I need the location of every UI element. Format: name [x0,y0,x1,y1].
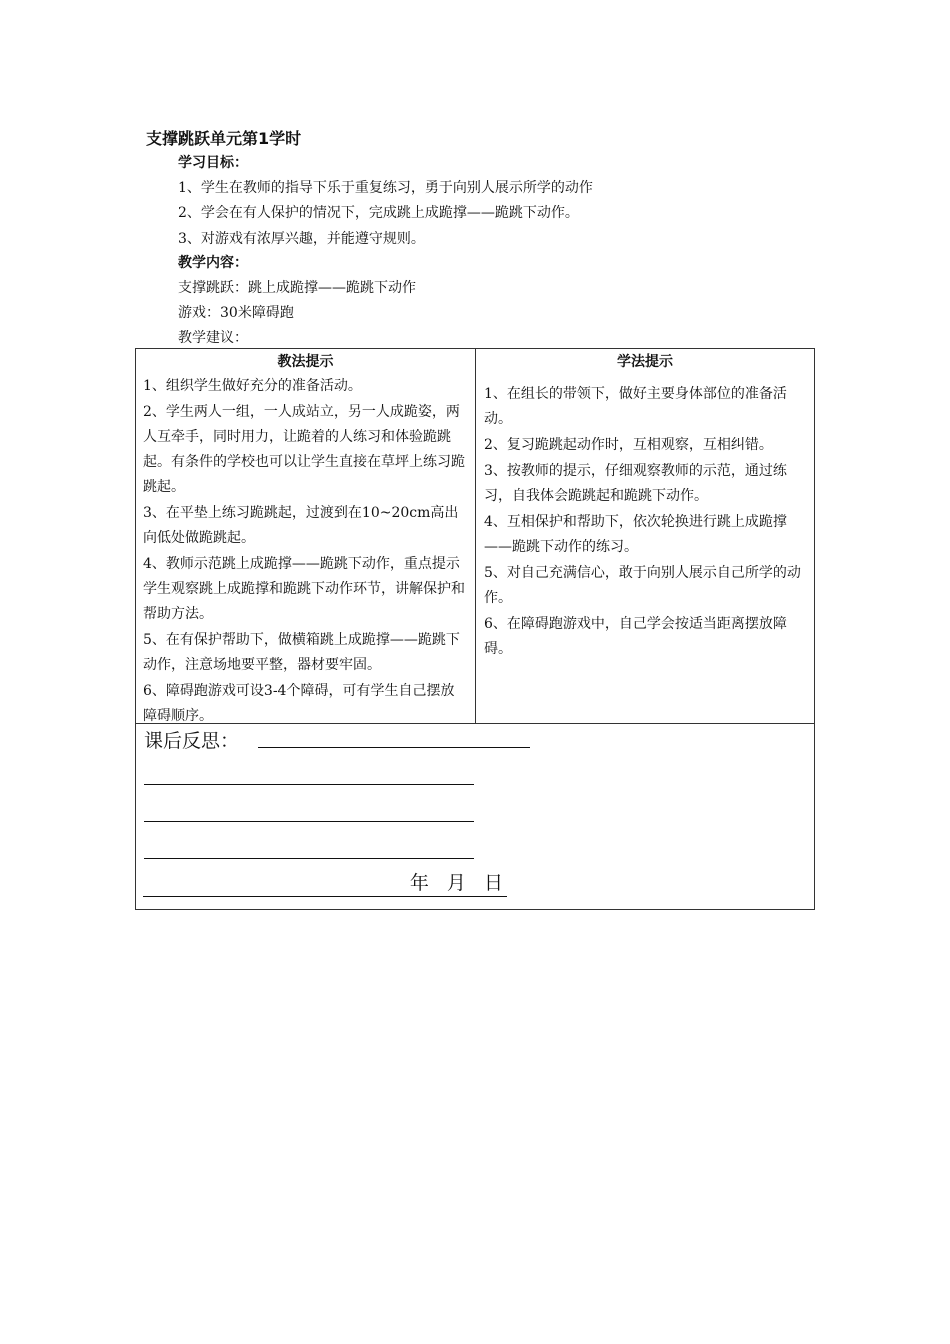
teaching-tip: 1、组织学生做好充分的准备活动。 [143,378,362,394]
teaching-tips-header: 教法提示 [277,354,334,370]
suggestion-label: 教学建议： [178,330,248,346]
teaching-tips-column [136,349,476,723]
page-title: 支撑跳跃单元第1学时 [146,129,302,148]
teaching-tip: 5、在有保护帮助下，做横箱跳上成跪撑——跪跳下动作，注意场地要平整，器材要牢固。 [143,632,460,673]
content-item: 游戏：30米障碍跑 [178,305,294,321]
reflection-blank[interactable] [258,747,530,748]
learning-tips-column [476,349,814,723]
reflection-label: 课后反思： [144,730,240,752]
reflection-blank-line[interactable] [144,784,474,785]
reflection-blank-line[interactable] [144,821,474,822]
content-item: 支撑跳跃：跳上成跪撑——跪跳下动作 [178,280,416,296]
teaching-tip: 2、学生两人一组，一人成站立，另一人成跪姿，两人互牵手，同时用力，让跪着的人练习和体验跪跳起。有条件的学校也可以让学生直接在草坪上练习跪跳起。 [143,404,465,495]
learning-tip: 1、在组长的带领下，做好主要身体部位的准备活动。 [484,386,787,427]
objective-item: 2、学会在有人保护的情况下，完成跳上成跪撑——跪跳下动作。 [178,205,579,221]
learning-tip: 2、复习跪跳起动作时，互相观察，互相纠错。 [484,437,773,453]
content-heading: 教学内容： [178,255,248,271]
learning-tip: 5、对自己充满信心，敢于向别人展示自己所学的动作。 [484,565,801,606]
objectives-heading: 学习目标： [178,155,248,171]
objective-item: 3、对游戏有浓厚兴趣，并能遵守规则。 [178,231,425,247]
date-label: 年 月 日 [409,872,505,894]
suggestion-table [135,348,815,910]
learning-tips-header: 学法提示 [617,354,673,370]
learning-tip: 4、互相保护和帮助下，依次轮换进行跳上成跪撑——跪跳下动作的练习。 [484,514,787,555]
learning-tip: 6、在障碍跑游戏中，自己学会按适当距离摆放障碍。 [484,616,787,657]
learning-tip: 3、按教师的提示，仔细观察教师的示范，通过练习，自我体会跪跳起和跪跳下动作。 [484,463,787,504]
teaching-tip: 4、教师示范跳上成跪撑——跪跳下动作，重点提示学生观察跳上成跪撑和跪跳下动作环节，讲解保护和帮助方法。 [143,556,465,622]
reflection-blank-line[interactable] [144,858,474,859]
objective-item: 1、学生在教师的指导下乐于重复练习，勇于向别人展示所学的动作 [178,180,593,196]
teaching-tip: 6、障碍跑游戏可设3-4个障碍，可有学生自己摆放障碍顺序。 [143,683,455,724]
teaching-tip: 3、在平垫上练习跪跳起，过渡到在10~20cm高出向低处做跪跳起。 [143,505,459,546]
date-line[interactable] [143,872,507,897]
